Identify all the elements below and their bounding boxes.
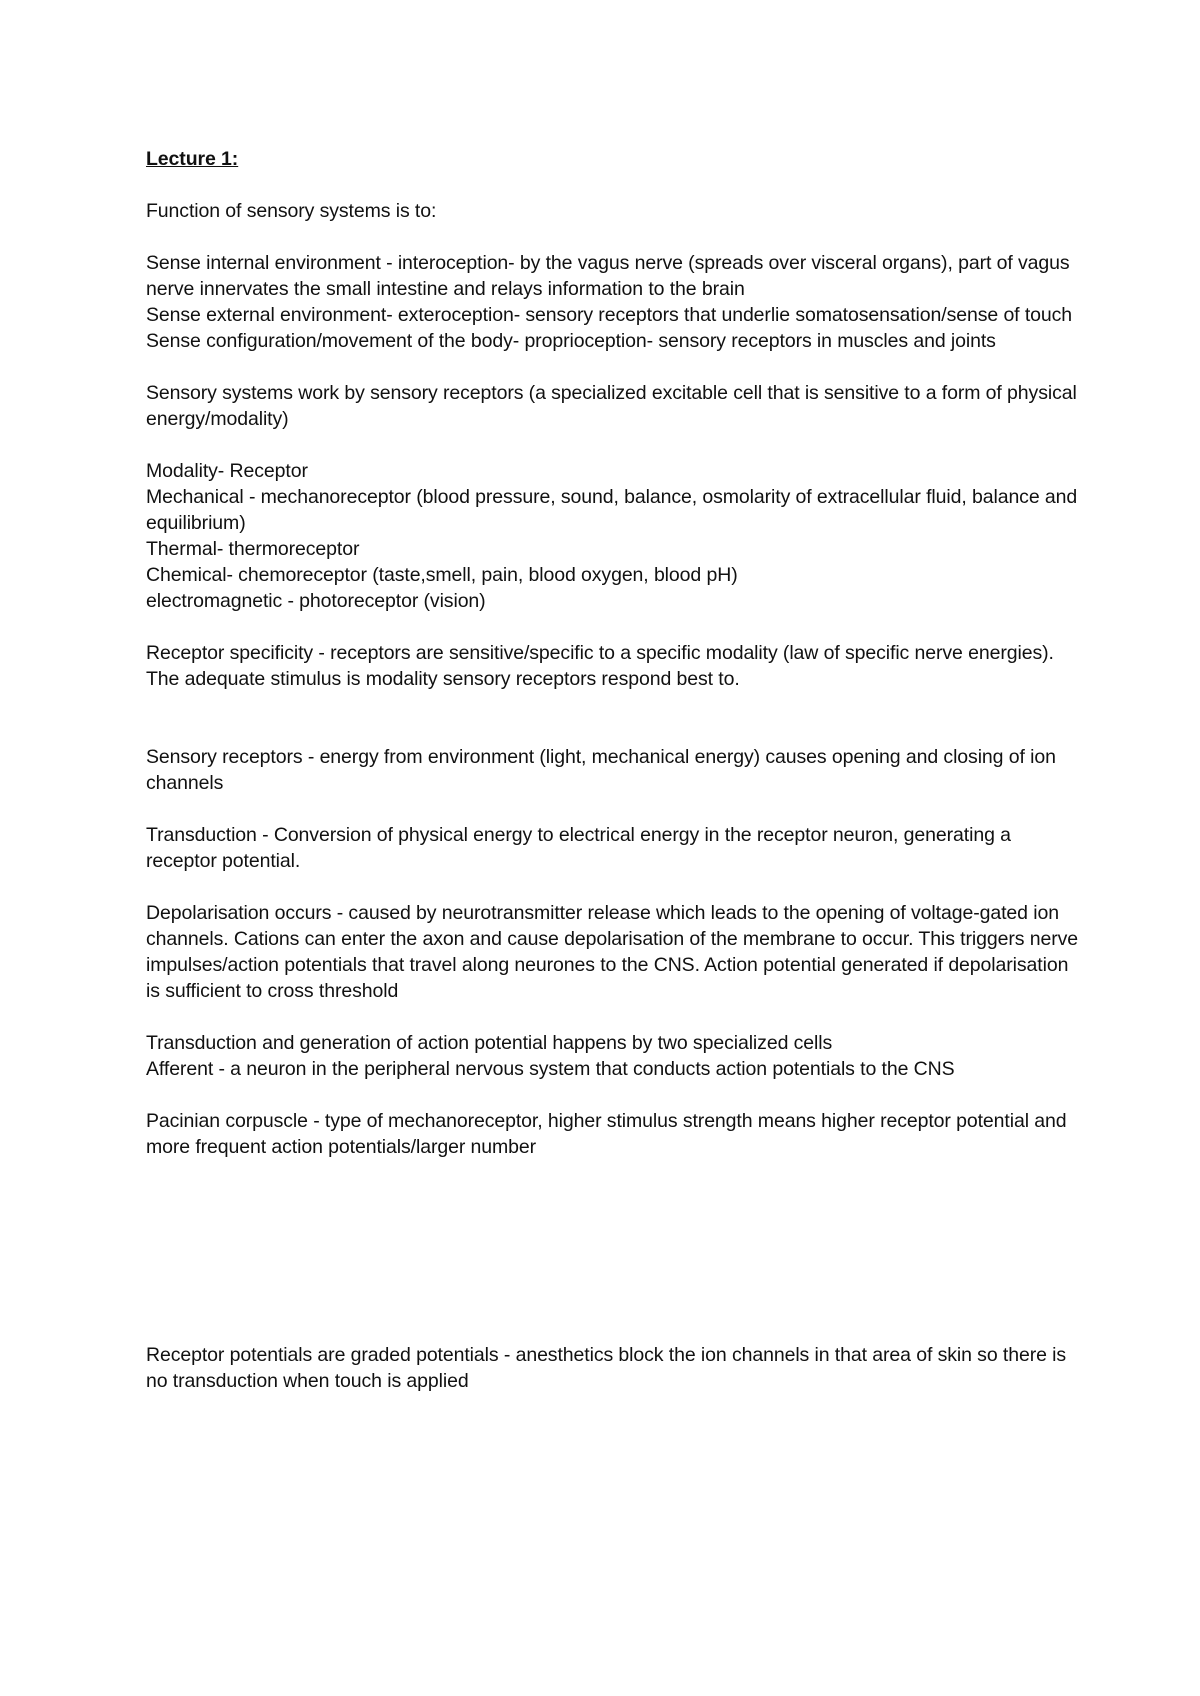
modality-thermal: Thermal- thermoreceptor (146, 538, 360, 560)
modality-chemical: Chemical- chemoreceptor (taste,smell, pain, blood oxygen, blood pH) (146, 564, 738, 586)
afferent: Afferent - a neuron in the peripheral nervous system that conducts action potentials to the CNS (146, 1058, 955, 1080)
sense-configuration: Sense configuration/movement of the body- proprioception- sensory receptors in muscles and joints (146, 330, 996, 352)
transduction: Transduction - Conversion of physical energy to electrical energy in the receptor neuron, generating a receptor potential. (146, 824, 1011, 872)
receptor-potentials: Receptor potentials are graded potentials - anesthetics block the ion channels in that area of skin so there is no transduction when touch is applied (146, 1344, 1067, 1392)
sense-internal: Sense internal environment - interoception- by the vagus nerve (spreads over visceral organs), part of vagus nerve innervates the small intestine and relays information to the brain (146, 252, 1070, 300)
modality-electromagnetic: electromagnetic - photoreceptor (vision) (146, 590, 486, 612)
sense-external: Sense external environment- exteroception- sensory receptors that underlie somatosensation/sense of touch (146, 304, 1073, 326)
modality-header: Modality- Receptor (146, 460, 308, 482)
pacinian-corpuscle: Pacinian corpuscle - type of mechanoreceptor, higher stimulus strength means higher receptor potential and more frequent action potentials/larger number (146, 1110, 1067, 1158)
sensory-receptors: Sensory receptors - energy from environment (light, mechanical energy) causes opening and closing of ion channels (146, 746, 1056, 794)
receptor-specificity: Receptor specificity - receptors are sensitive/specific to a specific modality (law of specific nerve energies). The adequate stimulus is modality sensory receptors respond best to. (146, 642, 1054, 690)
sensory-systems-work: Sensory systems work by sensory receptors (a specialized excitable cell that is sensitive to a form of physical energy/modality) (146, 382, 1077, 430)
depolarisation: Depolarisation occurs - caused by neurotransmitter release which leads to the opening of voltage-gated ion channels. Cations can enter the axon and cause depolarisation of the membrane to occur. This triggers nerve impulses/action potentials that travel along neurones to the CNS. Action potential generated if depolarisation is sufficient to cross threshold (146, 902, 1078, 1002)
lecture-heading: Lecture 1: (146, 148, 239, 170)
intro-line: Function of sensory systems is to: (146, 200, 437, 222)
document-body (146, 146, 1086, 1394)
modality-mechanical: Mechanical - mechanoreceptor (blood pressure, sound, balance, osmolarity of extracellular fluid, balance and equilibrium) (146, 486, 1078, 534)
transduction-generation: Transduction and generation of action potential happens by two specialized cells (146, 1032, 833, 1054)
